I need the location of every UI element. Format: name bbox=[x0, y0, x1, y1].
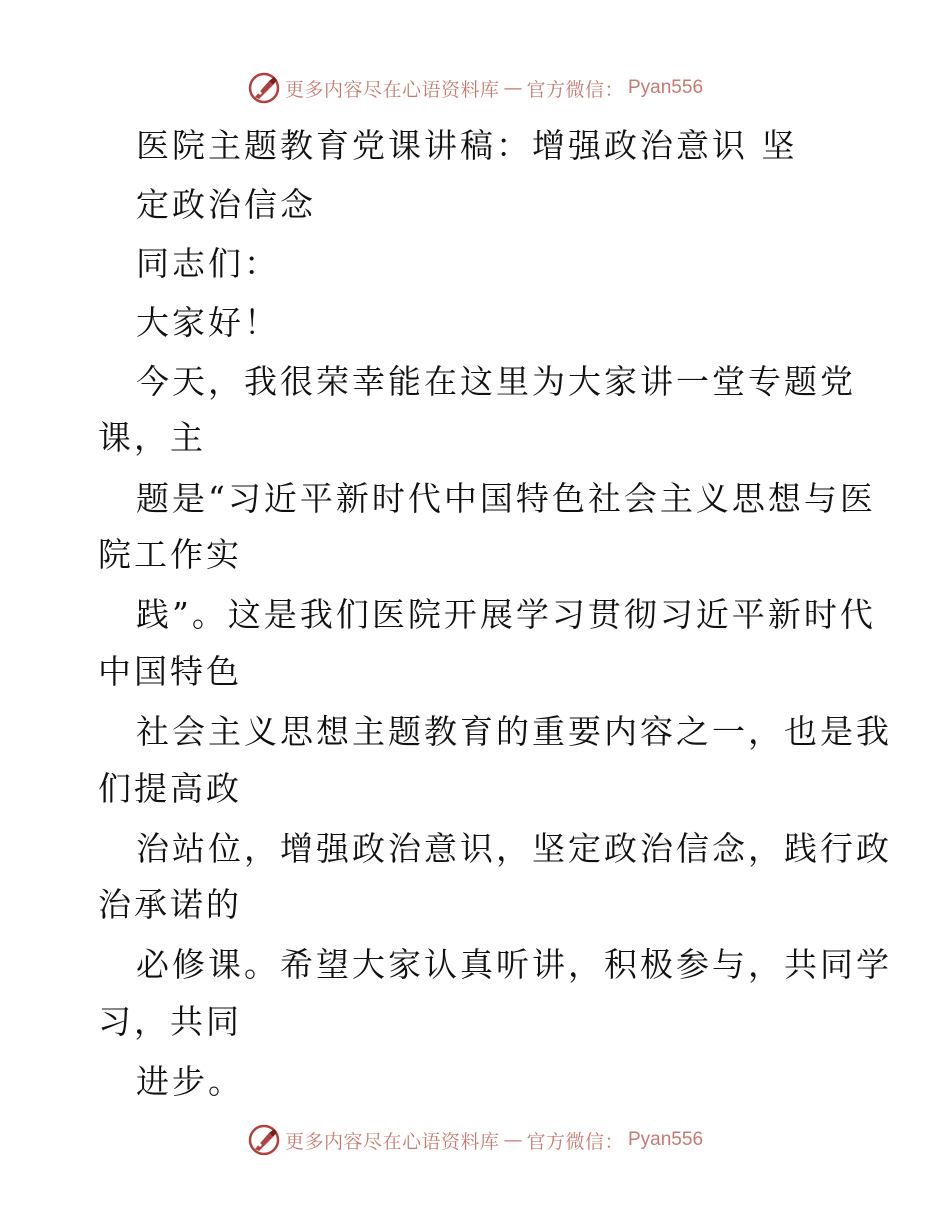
watermark-wechat-id: Pyan556 bbox=[628, 77, 704, 98]
watermark-wechat-label: 官方微信： bbox=[526, 1130, 624, 1153]
paragraph-line: 中国特色 bbox=[98, 652, 242, 691]
watermark-wechat-label: 官方微信： bbox=[526, 78, 624, 101]
paragraph-line: 今天，我很荣幸能在这里为大家讲一堂专题党 bbox=[136, 362, 856, 401]
watermark-separator: — bbox=[503, 77, 523, 99]
paragraph-line: 课，主 bbox=[98, 418, 206, 457]
watermark-wechat-id: Pyan556 bbox=[628, 1129, 704, 1150]
document-title-line-1: 医院主题教育党课讲稿：增强政治意识 坚 bbox=[136, 126, 798, 165]
paragraph-line: 们提高政 bbox=[98, 769, 242, 808]
document-title-line-2: 定政治信念 bbox=[136, 185, 316, 224]
paragraph-line: 必修课。希望大家认真听讲，积极参与，共同学 bbox=[136, 945, 892, 984]
pen-nib-logo-icon bbox=[247, 1123, 281, 1157]
paragraph-line: 治承诺的 bbox=[98, 885, 242, 924]
paragraph-line: 社会主义思想主题教育的重要内容之一，也是我 bbox=[136, 712, 892, 751]
paragraph-line: 治站位，增强政治意识，坚定政治信念，践行政 bbox=[136, 829, 892, 868]
paragraph-line: 院工作实 bbox=[98, 535, 242, 574]
greeting: 大家好！ bbox=[136, 303, 280, 342]
salutation: 同志们： bbox=[136, 244, 280, 283]
paragraph-line: 习，共同 bbox=[98, 1002, 242, 1041]
footer-watermark bbox=[0, 1120, 950, 1160]
header-watermark bbox=[0, 68, 950, 108]
watermark-site-text: 更多内容尽在心语资料库 bbox=[284, 1130, 500, 1153]
watermark-site-text: 更多内容尽在心语资料库 bbox=[284, 78, 500, 101]
paragraph-line: 践”。这是我们医院开展学习贯彻习近平新时代 bbox=[136, 595, 876, 634]
watermark-separator: — bbox=[503, 1129, 523, 1151]
paragraph-line: 进步。 bbox=[136, 1062, 244, 1101]
paragraph-line: 题是“习近平新时代中国特色社会主义思想与医 bbox=[136, 479, 876, 518]
pen-nib-logo-icon bbox=[247, 71, 281, 105]
